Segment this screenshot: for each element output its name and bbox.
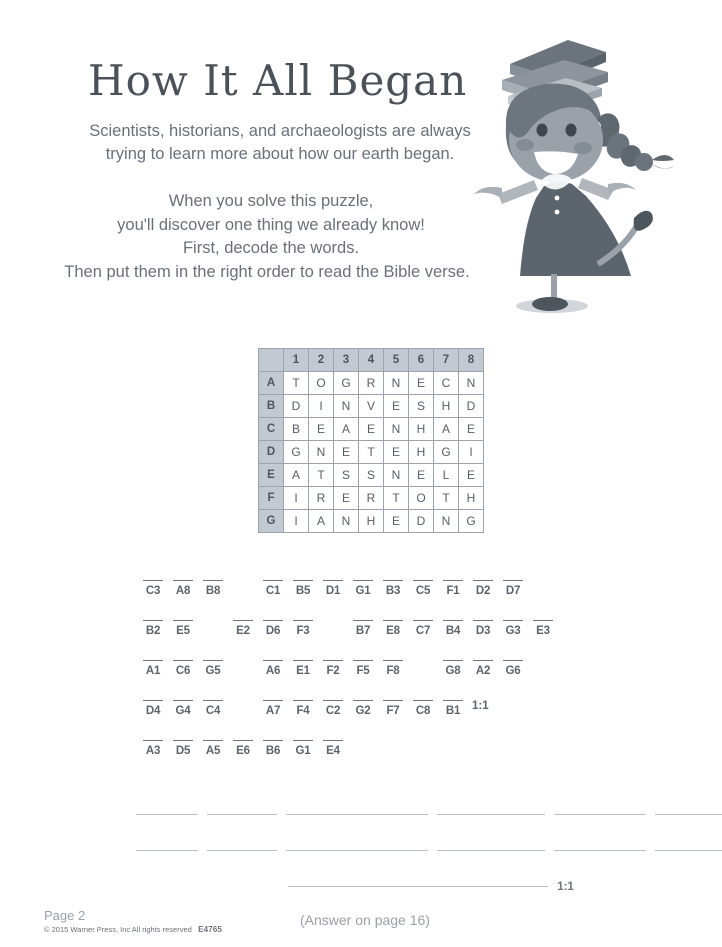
code-label: C8 (415, 705, 431, 717)
grid-cell-F1: I (284, 487, 308, 509)
code-answer-blank (413, 580, 433, 581)
grid-row-header-F: F (259, 487, 283, 509)
grid-cell-C6: H (409, 418, 433, 440)
code-answer-blank (173, 660, 193, 661)
code-cell-F8[interactable] (378, 660, 408, 677)
code-label: A2 (475, 665, 491, 677)
grid-cell-E4: S (359, 464, 383, 486)
grid-col-header-5: 5 (384, 349, 408, 371)
code-answer-blank (203, 700, 223, 701)
code-answer-blank (143, 620, 163, 621)
write-in-blank[interactable] (136, 850, 198, 851)
code-label: C1 (265, 585, 281, 597)
code-row-3 (138, 660, 608, 700)
code-cell-B5[interactable] (288, 580, 318, 597)
code-cell-D1[interactable] (318, 580, 348, 597)
code-cell-A2[interactable] (468, 660, 498, 677)
grid-row-G (259, 510, 483, 532)
code-answer-blank (383, 580, 403, 581)
code-label: D1 (325, 585, 341, 597)
code-answer-blank (503, 580, 523, 581)
grid-cell-D4: T (359, 441, 383, 463)
code-cell-G4[interactable] (168, 700, 198, 717)
code-answer-blank (143, 660, 163, 661)
grid-cell-F5: T (384, 487, 408, 509)
code-label: F4 (296, 705, 310, 717)
intro-line-1: Scientists, historians, and archaeologists are always (89, 122, 471, 140)
grid-cell-F6: O (409, 487, 433, 509)
code-cell-C3[interactable] (138, 580, 168, 597)
code-label: E2 (236, 625, 250, 637)
code-answer-blank (353, 700, 373, 701)
code-label: B4 (445, 625, 461, 637)
grid-cell-A8: N (459, 372, 483, 394)
code-answer-blank (173, 740, 193, 741)
write-in-blank[interactable] (207, 850, 277, 851)
code-cell-F1[interactable] (438, 580, 468, 597)
grid-cell-C3: A (334, 418, 358, 440)
code-label: D6 (265, 625, 281, 637)
blank-line-row-1 (136, 806, 606, 842)
code-label: E6 (236, 745, 250, 757)
grid-col-header-2: 2 (309, 349, 333, 371)
code-answer-blank (353, 620, 373, 621)
code-cell-C4[interactable] (198, 700, 228, 717)
code-label: G1 (355, 585, 371, 597)
write-in-blank[interactable] (554, 850, 646, 851)
code-label: F8 (386, 665, 400, 677)
code-answer-blank (173, 580, 193, 581)
write-in-blank[interactable] (437, 850, 545, 851)
grid-cell-F3: E (334, 487, 358, 509)
grid-cell-B7: H (434, 395, 458, 417)
code-label: A6 (265, 665, 281, 677)
write-in-blank[interactable] (437, 814, 545, 815)
code-cell-A6[interactable] (258, 660, 288, 677)
footer-left (44, 908, 222, 934)
grid-cell-A5: N (384, 372, 408, 394)
code-label: E1 (296, 665, 310, 677)
code-row-4 (138, 700, 608, 740)
grid-cell-D7: G (434, 441, 458, 463)
grid-header-row (259, 349, 483, 371)
code-cell-B6[interactable] (258, 740, 288, 757)
intro-paragraph (70, 120, 490, 166)
code-answer-blank (383, 700, 403, 701)
code-answer-blank (323, 740, 343, 741)
grid-cell-B2: I (309, 395, 333, 417)
code-label: B3 (385, 585, 401, 597)
code-cell-A5[interactable] (198, 740, 228, 757)
code-answer-blank (263, 700, 283, 701)
code-answer-blank (443, 700, 463, 701)
grid-cell-A3: G (334, 372, 358, 394)
code-answer-blank (383, 620, 403, 621)
grid-row-header-G: G (259, 510, 283, 532)
code-answer-blank (443, 620, 463, 621)
code-label: C4 (205, 705, 221, 717)
grid-cell-E1: A (284, 464, 308, 486)
grid-cell-G5: E (384, 510, 408, 532)
write-in-blank[interactable] (288, 886, 548, 887)
code-cell-A8[interactable] (168, 580, 198, 597)
code-answer-blank (383, 660, 403, 661)
code-answer-blank (473, 660, 493, 661)
grid-cell-C7: A (434, 418, 458, 440)
grid-row-F (259, 487, 483, 509)
code-cell-E4[interactable] (318, 740, 348, 757)
grid-cell-C5: N (384, 418, 408, 440)
grid-cell-D3: E (334, 441, 358, 463)
grid-cell-D1: G (284, 441, 308, 463)
code-cell-F4[interactable] (288, 700, 318, 717)
code-answer-blank (293, 660, 313, 661)
code-answer-blank (143, 740, 163, 741)
grid-col-header-7: 7 (434, 349, 458, 371)
code-cell-E1[interactable] (288, 660, 318, 677)
code-cell-G5[interactable] (198, 660, 228, 677)
write-in-blank[interactable] (136, 814, 198, 815)
grid-col-header-8: 8 (459, 349, 483, 371)
grid-cell-E6: E (409, 464, 433, 486)
grid-cell-B3: N (334, 395, 358, 417)
code-label: F2 (326, 665, 340, 677)
copyright-text: © 2015 Warner Press, Inc All rights reserved (44, 925, 192, 934)
code-answer-blank (413, 700, 433, 701)
code-label: B1 (445, 705, 461, 717)
code-answer-blank (323, 700, 343, 701)
eye-left (537, 124, 548, 137)
grid-row-D (259, 441, 483, 463)
grid-cell-E7: L (434, 464, 458, 486)
code-cell-C6[interactable] (168, 660, 198, 677)
grid-cell-G3: N (334, 510, 358, 532)
code-label: F3 (296, 625, 310, 637)
grid-cell-D6: H (409, 441, 433, 463)
code-cell-G1[interactable] (348, 580, 378, 597)
code-cell-C7[interactable] (408, 620, 438, 637)
code-answer-blank (443, 580, 463, 581)
code-answer-blank (353, 660, 373, 661)
grid-corner-cell (259, 349, 283, 371)
code-cell-F5[interactable] (348, 660, 378, 677)
code-answer-blank (473, 620, 493, 621)
instruction-line-3: First, decode the words. (182, 239, 360, 257)
page-title: How It All Began (88, 56, 468, 105)
code-answer-blank (413, 620, 433, 621)
grid-cell-G2: A (309, 510, 333, 532)
code-label: A7 (265, 705, 281, 717)
code-cell-B8[interactable] (198, 580, 228, 597)
code-cell-E8[interactable] (378, 620, 408, 637)
code-cell-F3[interactable] (288, 620, 318, 637)
grid-row-header-A: A (259, 372, 283, 394)
code-cell-E2[interactable] (228, 620, 258, 637)
grid-cell-A2: O (309, 372, 333, 394)
code-label: B5 (295, 585, 311, 597)
grid-row-C (259, 418, 483, 440)
grid-cell-E3: S (334, 464, 358, 486)
grid-body (259, 372, 483, 532)
code-answer-blank (443, 660, 463, 661)
code-cell-C2[interactable] (318, 700, 348, 717)
code-answer-blank (533, 620, 553, 621)
code-answer-section (138, 580, 608, 780)
code-answer-blank (203, 660, 223, 661)
code-answer-blank (143, 580, 163, 581)
code-cell-G6[interactable] (498, 660, 528, 677)
code-label: F1 (446, 585, 460, 597)
code-label: D5 (175, 745, 191, 757)
code-answer-blank (473, 580, 493, 581)
grid-row-E (259, 464, 483, 486)
code-answer-blank (323, 660, 343, 661)
code-cell-B7[interactable] (348, 620, 378, 637)
grid-row-B (259, 395, 483, 417)
code-cell-D6[interactable] (258, 620, 288, 637)
grid-row-header-B: B (259, 395, 283, 417)
code-answer-blank (263, 660, 283, 661)
code-answer-blank (293, 740, 313, 741)
code-row-1 (138, 580, 608, 620)
code-label: C6 (175, 665, 191, 677)
code-label: C2 (325, 705, 341, 717)
code-label: G5 (205, 665, 221, 677)
code-cell-B2[interactable] (138, 620, 168, 637)
code-cell-D5[interactable] (168, 740, 198, 757)
code-answer-blank (353, 580, 373, 581)
code-cell-D2[interactable] (468, 580, 498, 597)
code-label: F5 (356, 665, 370, 677)
grid-cell-G7: N (434, 510, 458, 532)
grid-cell-B6: S (409, 395, 433, 417)
code-answer-blank (293, 580, 313, 581)
write-in-blank[interactable] (207, 814, 277, 815)
code-label: D7 (505, 585, 521, 597)
code-label: G3 (505, 625, 521, 637)
code-label: A8 (175, 585, 191, 597)
code-label: A3 (145, 745, 161, 757)
grid-cell-G4: H (359, 510, 383, 532)
code-label: G6 (505, 665, 521, 677)
code-label: E3 (536, 625, 550, 637)
grid-cell-E2: T (309, 464, 333, 486)
grid-cell-D8: I (459, 441, 483, 463)
page-number: Page 2 (44, 908, 86, 923)
code-cell-D4[interactable] (138, 700, 168, 717)
code-label: G4 (175, 705, 191, 717)
grid-row-header-E: E (259, 464, 283, 486)
code-cell-G8[interactable] (438, 660, 468, 677)
code-cell-F7[interactable] (378, 700, 408, 717)
grid-cell-F8: H (459, 487, 483, 509)
code-answer-blank (503, 620, 523, 621)
grid-cell-B1: D (284, 395, 308, 417)
code-label: D3 (475, 625, 491, 637)
grid-cell-F4: R (359, 487, 383, 509)
code-label: D2 (475, 585, 491, 597)
decoder-grid (258, 348, 484, 533)
code-label: E4 (326, 745, 340, 757)
grid-cell-A1: T (284, 372, 308, 394)
write-in-blank[interactable] (655, 814, 722, 815)
code-answer-blank (503, 660, 523, 661)
code-cell-C8[interactable] (408, 700, 438, 717)
copyright-line (44, 925, 222, 934)
grid-cell-A7: C (434, 372, 458, 394)
instruction-line-1: When you solve this puzzle, (168, 192, 374, 210)
code-answer-blank (293, 700, 313, 701)
code-answer-blank (203, 740, 223, 741)
code-answer-blank (263, 580, 283, 581)
decoder-grid-container (258, 348, 484, 533)
code-cell-G1[interactable] (288, 740, 318, 757)
grid-cell-C2: E (309, 418, 333, 440)
grid-cell-F2: R (309, 487, 333, 509)
code-label: B7 (355, 625, 371, 637)
write-in-blank[interactable] (286, 850, 428, 851)
code-label: B2 (145, 625, 161, 637)
grid-col-header-1: 1 (284, 349, 308, 371)
grid-cell-D2: N (309, 441, 333, 463)
code-answer-blank (263, 740, 283, 741)
code-label: C7 (415, 625, 431, 637)
code-label: A1 (145, 665, 161, 677)
code-cell-E5[interactable] (168, 620, 198, 637)
code-row-2 (138, 620, 608, 660)
grid-cell-A4: R (359, 372, 383, 394)
code-label: D4 (145, 705, 161, 717)
write-in-blank[interactable] (286, 814, 428, 815)
grid-cell-C8: E (459, 418, 483, 440)
grid-col-header-6: 6 (409, 349, 433, 371)
code-cell-D3[interactable] (468, 620, 498, 637)
code-cell-A1[interactable] (138, 660, 168, 677)
grid-cell-B4: V (359, 395, 383, 417)
code-answer-blank (293, 620, 313, 621)
code-answer-blank (173, 620, 193, 621)
instructions-block (36, 190, 506, 284)
grid-cell-G8: G (459, 510, 483, 532)
code-label: G2 (355, 705, 371, 717)
code-cell-A3[interactable] (138, 740, 168, 757)
code-answer-blank (203, 580, 223, 581)
code-cell-B4[interactable] (438, 620, 468, 637)
code-row-5 (138, 740, 608, 780)
grid-cell-C1: B (284, 418, 308, 440)
code-answer-blank (263, 620, 283, 621)
instruction-line-2: you'll discover one thing we already know! (117, 215, 425, 234)
verse-reference: 1:1 (557, 880, 574, 893)
instruction-line-4: Then put them in the right order to read the Bible verse. (64, 262, 470, 281)
code-answer-blank (233, 620, 253, 621)
code-cell-G3[interactable] (498, 620, 528, 637)
grid-col-header-4: 4 (359, 349, 383, 371)
grid-cell-F7: T (434, 487, 458, 509)
grid-cell-D5: E (384, 441, 408, 463)
write-in-blank[interactable] (655, 850, 722, 851)
grid-cell-G6: D (409, 510, 433, 532)
code-answer-blank (323, 580, 343, 581)
code-cell-E6[interactable] (228, 740, 258, 757)
grid-row-header-C: C (259, 418, 283, 440)
code-label: E5 (176, 625, 190, 637)
code-cell-E3[interactable] (528, 620, 558, 637)
code-answer-blank (233, 740, 253, 741)
code-cell-G2[interactable] (348, 700, 378, 717)
blank-answer-lines (136, 806, 606, 914)
code-answer-blank (173, 700, 193, 701)
code-label: C5 (415, 585, 431, 597)
verse-reference: 1:1 (472, 700, 489, 712)
code-label: G8 (445, 665, 461, 677)
code-cell-C5[interactable] (408, 580, 438, 597)
code-label: B8 (205, 585, 221, 597)
grid-cell-A6: E (409, 372, 433, 394)
code-label: B6 (265, 745, 281, 757)
grid-cell-G1: I (284, 510, 308, 532)
code-label: E8 (386, 625, 400, 637)
grid-cell-B8: D (459, 395, 483, 417)
eye-right (566, 124, 577, 137)
code-label: F7 (386, 705, 400, 717)
code-label: C3 (145, 585, 161, 597)
blank-line-row-2 (136, 842, 606, 878)
code-label: G1 (295, 745, 311, 757)
code-cell-C1[interactable] (258, 580, 288, 597)
intro-line-2: trying to learn more about how our earth began. (105, 145, 455, 163)
code-label: A5 (205, 745, 221, 757)
grid-cell-E5: N (384, 464, 408, 486)
grid-cell-E8: E (459, 464, 483, 486)
code-cell-A7[interactable] (258, 700, 288, 717)
write-in-blank[interactable] (554, 814, 646, 815)
grid-col-header-3: 3 (334, 349, 358, 371)
code-cell-B3[interactable] (378, 580, 408, 597)
code-cell-F2[interactable] (318, 660, 348, 677)
grid-row-A (259, 372, 483, 394)
grid-row-header-D: D (259, 441, 283, 463)
code-cell-B1[interactable] (438, 700, 468, 717)
grid-cell-B5: E (384, 395, 408, 417)
grid-cell-C4: E (359, 418, 383, 440)
product-code: E4765 (198, 925, 223, 934)
answer-note: (Answer on page 16) (300, 912, 430, 928)
code-answer-blank (143, 700, 163, 701)
code-cell-D7[interactable] (498, 580, 528, 597)
